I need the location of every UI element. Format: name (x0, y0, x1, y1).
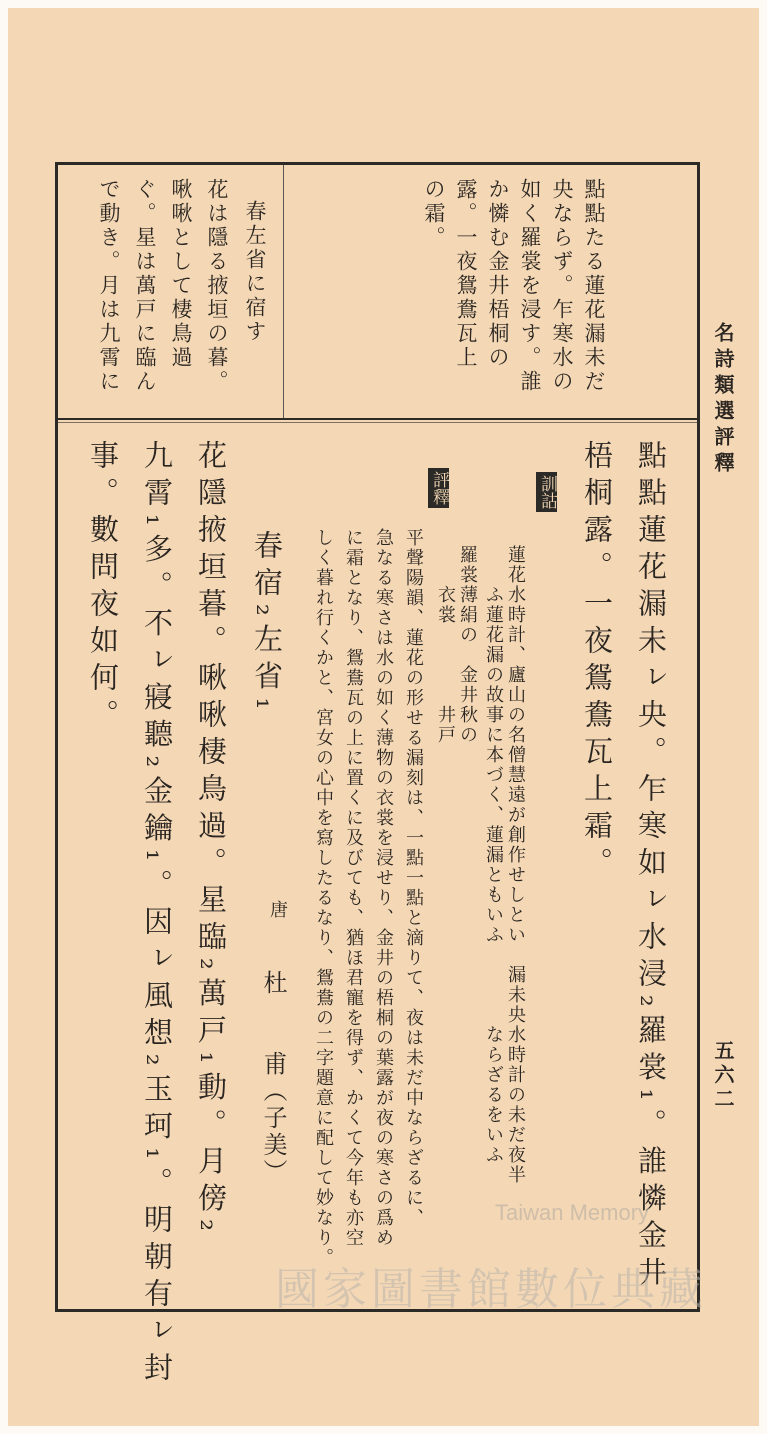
gloss-poem1-line: 露。一夜鴛鴦瓦上 (454, 178, 478, 370)
gloss-poem1-line: 央ならず。乍寒水の (550, 178, 574, 394)
kunko-line: 衣裳 井戸 (435, 545, 456, 745)
gloss-poem2-line: で動き。月は九霄に (97, 178, 121, 394)
hyoshaku-line: 急なる寒さは水の如く薄物の衣裳を浸せり、金井の梧桐の葉露が夜の寒さの爲め (373, 528, 394, 1248)
book-title: 名詩類選評釋 (711, 322, 735, 478)
hyoshaku-line: に霜となり、鴛鴦瓦の上に置くに及びても、猶ほ君寵を得ず、かくて今年も亦空 (343, 528, 364, 1248)
gloss-poem1-line: 如く羅裳を浸す。誰 (518, 178, 542, 394)
gloss-poem1-line: の霜。 (422, 178, 446, 250)
gloss-poem2-line: 啾啾として棲鳥過 (169, 178, 193, 370)
hyoshaku-line: しく暮れ行くかと、宮女の心中を寫したるなり、鴛鴦の二字題意に配して妙なり。 (313, 528, 334, 1268)
poem2-title: 春宿₂左省₁ (250, 530, 284, 718)
gloss-poem2-title: 春左省に宿す (243, 200, 267, 344)
hyoshaku-line: 平聲陽韻、蓮花の形せる漏刻は、一點一點と滴りて、夜は未だ中ならざるに、 (403, 528, 424, 1228)
gloss-column-divider (283, 165, 284, 418)
poem2-author: 杜 甫（子美） (259, 970, 287, 1186)
gloss-poem1-line: 點點たる蓮花漏未だ (582, 178, 606, 394)
section-divider (55, 418, 700, 420)
library-watermark-latin: Taiwan Memory (495, 1200, 650, 1225)
poem2-line: 花隱掖垣暮。啾啾棲鳥過。星臨₂萬戸₁動。月傍₂ (194, 440, 228, 1239)
poem1-line: 梧桐露。一夜鴛鴦瓦上霜。 (580, 440, 614, 884)
kunko-line: ふ蓮花漏の故事に本づく、蓮漏ともいふ ならざるをいふ (483, 545, 504, 1165)
kunko-line: 羅裳薄絹の 金井秋の (457, 545, 478, 745)
gloss-poem2-line: ぐ。星は萬戸に臨ん (133, 178, 157, 394)
poem2-line: 九霄₁多。不ㇾ寢聽₂金鑰₁。因ㇾ風想₂玉珂₁。明朝有ㇾ封 (140, 440, 174, 1390)
gloss-poem1-line: か憐む金井梧桐の (486, 178, 510, 370)
poem2-line: 事。數問夜如何。 (86, 440, 120, 736)
hyoshaku-label: 評釋 (428, 468, 449, 508)
kunko-label: 訓詁 (536, 472, 557, 512)
library-watermark: 國家圖書館數位典藏 (275, 1264, 707, 1315)
poem2-dynasty: 唐 (267, 900, 288, 918)
gloss-poem2-line: 花は隱る掖垣の暮。 (205, 178, 229, 394)
poem1-line: 點點蓮花漏未ㇾ央。乍寒如ㇾ水浸₂羅裳₁。誰憐金井 (634, 440, 668, 1294)
page-number: 五六二 (711, 1040, 735, 1112)
section-divider-inner (55, 422, 700, 423)
kunko-line: 蓮花水時計、廬山の名僧慧遠が創作せしとい 漏未央水時計の未だ夜半 (505, 545, 526, 1185)
kunko-section (536, 472, 557, 518)
hyoshaku-section (428, 468, 449, 514)
